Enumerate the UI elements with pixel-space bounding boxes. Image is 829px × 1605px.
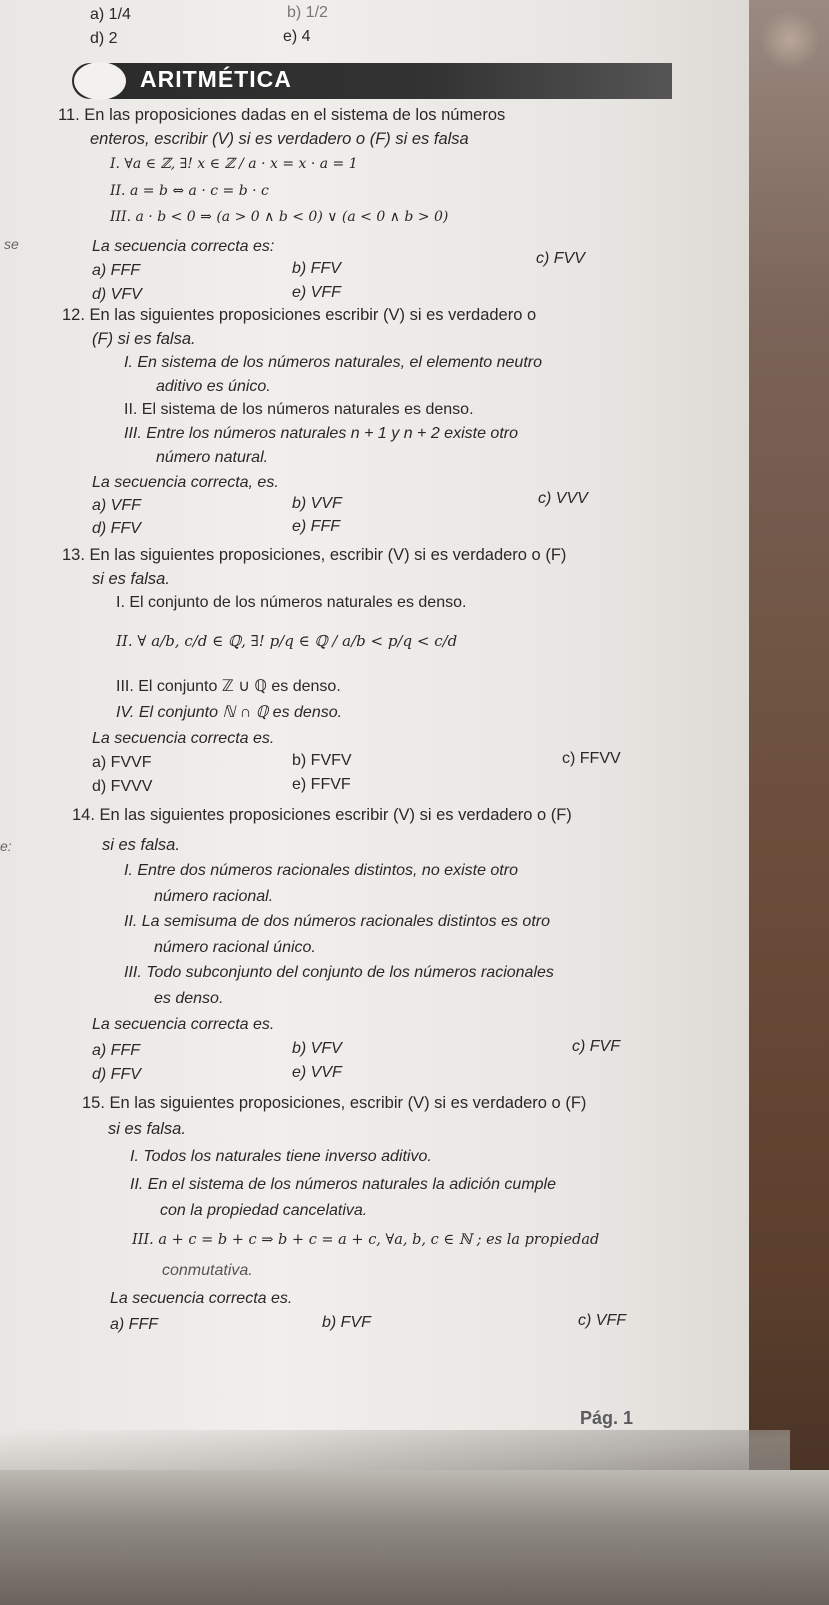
q12-option-c: c) VVV	[538, 490, 588, 507]
banner-bullet	[74, 62, 126, 100]
q12-prop-iii-1: III. Entre los números naturales n + 1 y n + 2 existe otro	[124, 425, 518, 442]
bottom-shadow	[0, 1470, 829, 1605]
q11-option-d: d) VFV	[92, 286, 142, 303]
q15-prop-i: I. Todos los naturales tiene inverso aditivo.	[130, 1148, 432, 1165]
q15-prop-ii-1: II. En el sistema de los números naturales la adición cumple	[130, 1176, 556, 1193]
q15-sequence-label: La secuencia correcta es.	[110, 1290, 293, 1307]
q13-option-b: b) FVFV	[292, 752, 352, 769]
q15-prop-iii-2: conmutativa.	[162, 1262, 253, 1279]
q13-prop-iv: IV. El conjunto ℕ ∩ ℚ es denso.	[116, 704, 343, 721]
q14-option-a: a) FFF	[92, 1042, 140, 1059]
q14-stem-2: si es falsa.	[102, 836, 180, 854]
q13-option-a: a) FVVF	[92, 754, 152, 771]
q11-option-a: a) FFF	[92, 262, 140, 279]
q11-option-b: b) FFV	[292, 260, 341, 277]
q14-prop-iii-2: es denso.	[154, 990, 224, 1007]
top-option-e: e) 4	[283, 28, 311, 45]
margin-note-se: se	[4, 236, 19, 252]
q11-stem-1: 11. En las proposiciones dadas en el sistema de los números	[58, 106, 506, 124]
margin-note-e: e:	[0, 838, 12, 854]
q12-prop-i-1: I. En sistema de los números naturales, el elemento neutro	[124, 354, 542, 371]
q12-prop-iii-2: número natural.	[156, 449, 269, 466]
q12-prop-ii: II. El sistema de los números naturales es denso.	[124, 401, 474, 418]
q11-stem-2: enteros, escribir (V) si es verdadero o (F) si es falsa	[90, 130, 469, 148]
q15-stem-2: si es falsa.	[108, 1120, 186, 1138]
q13-option-c: c) FFVV	[562, 750, 621, 767]
q12-sequence-label: La secuencia correcta, es.	[92, 474, 279, 491]
top-option-b: b) 1/2	[287, 4, 328, 21]
q13-prop-iii: III. El conjunto ℤ ∪ ℚ es denso.	[116, 678, 341, 695]
q12-option-a: a) VFF	[92, 497, 141, 514]
q11-sequence-label: La secuencia correcta es:	[92, 238, 275, 255]
page-stain	[760, 10, 820, 70]
q14-prop-ii-2: número racional único.	[154, 939, 316, 956]
section-title: ARITMÉTICA	[140, 66, 292, 92]
q15-option-c: c) VFF	[578, 1312, 626, 1329]
q13-stem-2: si es falsa.	[92, 570, 170, 588]
q11-option-e: e) VFF	[292, 284, 341, 301]
q11-prop-i: I. ∀a ∈ ℤ, ∃! x ∈ ℤ / a · x = x · a = 1	[110, 156, 358, 172]
q13-sequence-label: La secuencia correcta es.	[92, 730, 275, 747]
top-option-d: d) 2	[90, 30, 118, 47]
q12-stem-1: 12. En las siguientes proposiciones escribir (V) si es verdadero o	[62, 306, 537, 324]
q13-stem-1: 13. En las siguientes proposiciones, escribir (V) si es verdadero o (F)	[62, 546, 567, 564]
q12-option-e: e) FFF	[292, 518, 340, 535]
q12-prop-i-2: aditivo es único.	[156, 378, 271, 395]
q15-option-b: b) FVF	[322, 1314, 371, 1331]
q14-option-d: d) FFV	[92, 1066, 141, 1083]
page-number: Pág. 1	[580, 1408, 634, 1428]
q11-prop-iii: III. a · b < 0 ⇒ (a > 0 ∧ b < 0) ∨ (a < 0 ∧ b > 0)	[110, 209, 449, 225]
q12-option-b: b) VVF	[292, 495, 342, 512]
q14-sequence-label: La secuencia correcta es.	[92, 1016, 275, 1033]
q14-option-e: e) VVF	[292, 1064, 342, 1081]
q13-prop-ii: II. ∀ a/b, c/d ∈ ℚ, ∃! p/q ∈ ℚ / a/b < p/q < c/d	[116, 632, 458, 650]
q12-option-d: d) FFV	[92, 520, 141, 537]
q13-prop-i: I. El conjunto de los números naturales es denso.	[116, 594, 467, 611]
q14-option-b: b) VFV	[292, 1040, 342, 1057]
q11-prop-ii: II. a = b ⇔ a · c = b · c	[110, 183, 269, 199]
top-option-a: a) 1/4	[90, 6, 131, 23]
q14-prop-i-2: número racional.	[154, 888, 274, 905]
q15-prop-ii-2: con la propiedad cancelativa.	[160, 1202, 368, 1219]
q15-stem-1: 15. En las siguientes proposiciones, escribir (V) si es verdadero o (F)	[82, 1094, 587, 1112]
q12-stem-2: (F) si es falsa.	[92, 330, 196, 348]
q14-stem-1: 14. En las siguientes proposiciones escribir (V) si es verdadero o (F)	[72, 806, 572, 824]
q15-option-a: a) FFF	[110, 1316, 158, 1333]
q14-prop-ii-1: II. La semisuma de dos números racionales distintos es otro	[124, 913, 550, 930]
q14-prop-i-1: I. Entre dos números racionales distintos, no existe otro	[124, 862, 518, 879]
q13-option-e: e) FFVF	[292, 776, 351, 793]
background-surface	[749, 0, 829, 1605]
q14-option-c: c) FVF	[572, 1038, 620, 1055]
q13-option-d: d) FVVV	[92, 778, 153, 795]
q14-prop-iii-1: III. Todo subconjunto del conjunto de los números racionales	[124, 964, 554, 981]
q15-prop-iii-1: III. a + c = b + c ⇒ b + c = a + c, ∀a, b, c ∈ ℕ ; es la propiedad	[132, 1232, 600, 1248]
q11-option-c: c) FVV	[536, 250, 585, 267]
